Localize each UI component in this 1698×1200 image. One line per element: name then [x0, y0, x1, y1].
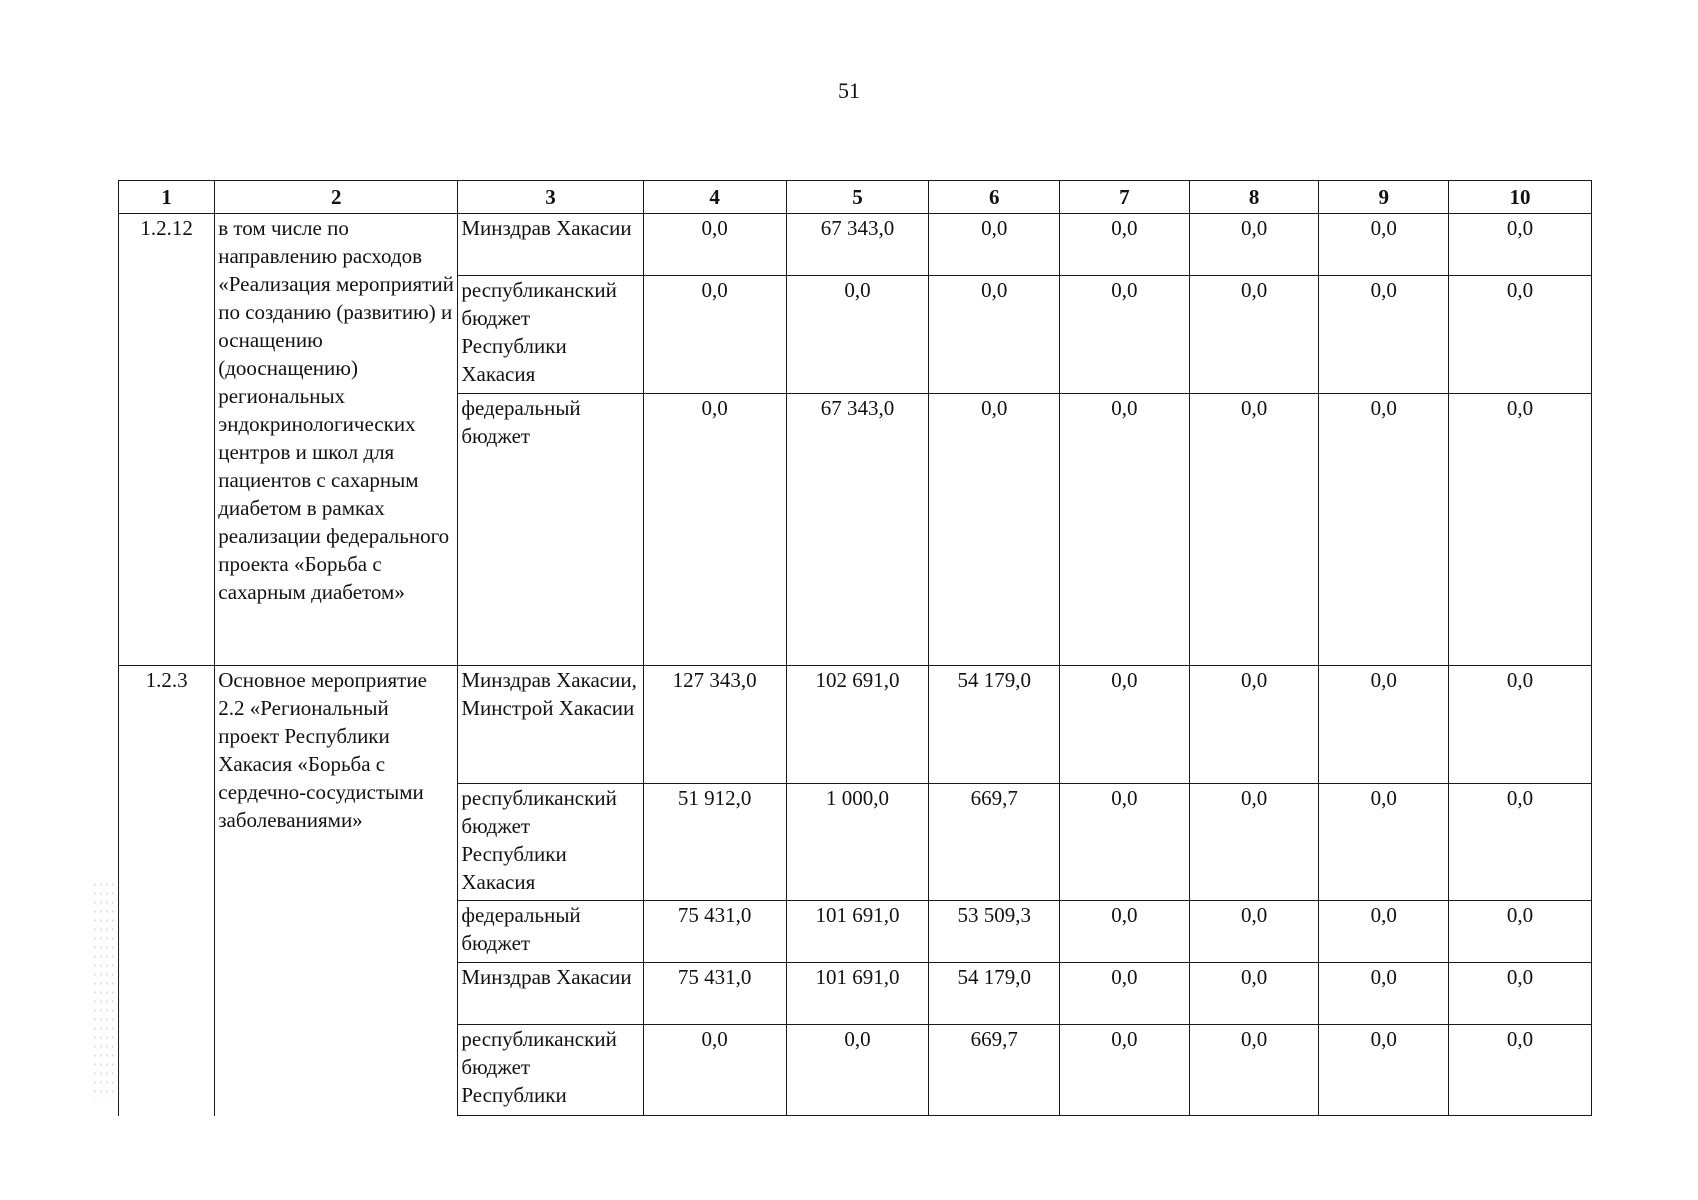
value-cell: 0,0: [1449, 784, 1592, 901]
value-cell: 0,0: [1319, 784, 1449, 901]
page-number: 51: [838, 78, 860, 103]
header-cell: 8: [1189, 181, 1319, 214]
value-cell: 0,0: [1449, 901, 1592, 963]
value-cell: 0,0: [1319, 276, 1449, 394]
funding-source: федеральный бюджет: [458, 394, 643, 666]
value-cell: 0,0: [1319, 1025, 1449, 1116]
value-cell: 0,0: [643, 394, 786, 666]
value-cell: 0,0: [1189, 963, 1319, 1025]
value-cell: 1 000,0: [786, 784, 929, 901]
value-cell: 0,0: [1319, 963, 1449, 1025]
row-description: Основное мероприятие 2.2 «Региональный проект Республики Хакасия «Борьба с сердечно-сосудистыми заболеваниями»: [215, 666, 458, 1116]
funding-source: республиканский бюджет Республики Хакасия: [458, 784, 643, 901]
scan-noise: [92, 880, 122, 1100]
value-cell: 51 912,0: [643, 784, 786, 901]
value-cell: 0,0: [1189, 1025, 1319, 1116]
value-cell: 0,0: [1189, 901, 1319, 963]
funding-source: Минздрав Хакасии, Минстрой Хакасии: [458, 666, 643, 784]
value-cell: 0,0: [1060, 963, 1190, 1025]
value-cell: 0,0: [1449, 276, 1592, 394]
value-cell: 0,0: [786, 1025, 929, 1116]
value-cell: 0,0: [1189, 276, 1319, 394]
value-cell: 0,0: [1319, 666, 1449, 784]
header-cell: 1: [119, 181, 215, 214]
funding-source: федеральный бюджет: [458, 901, 643, 963]
header-cell: 7: [1060, 181, 1190, 214]
value-cell: 0,0: [643, 1025, 786, 1116]
value-cell: 53 509,3: [929, 901, 1060, 963]
value-cell: 127 343,0: [643, 666, 786, 784]
value-cell: 0,0: [1189, 666, 1319, 784]
header-cell: 4: [643, 181, 786, 214]
value-cell: 0,0: [1449, 214, 1592, 276]
value-cell: 67 343,0: [786, 214, 929, 276]
value-cell: 67 343,0: [786, 394, 929, 666]
header-cell: 10: [1449, 181, 1592, 214]
value-cell: 0,0: [1449, 666, 1592, 784]
value-cell: 0,0: [1060, 666, 1190, 784]
header-cell: 9: [1319, 181, 1449, 214]
value-cell: 0,0: [643, 214, 786, 276]
value-cell: 75 431,0: [643, 901, 786, 963]
table-row: [119, 214, 1592, 276]
value-cell: 0,0: [1189, 394, 1319, 666]
value-cell: 669,7: [929, 784, 1060, 901]
value-cell: 669,7: [929, 1025, 1060, 1116]
value-cell: 101 691,0: [786, 963, 929, 1025]
funding-source: Минздрав Хакасии: [458, 963, 643, 1025]
funding-source: Минздрав Хакасии: [458, 214, 643, 276]
value-cell: 0,0: [929, 214, 1060, 276]
row-code: 1.2.3: [119, 666, 215, 1116]
value-cell: 0,0: [1449, 1025, 1592, 1116]
value-cell: 0,0: [1189, 214, 1319, 276]
header-cell: 3: [458, 181, 643, 214]
header-cell: 5: [786, 181, 929, 214]
value-cell: 0,0: [1319, 214, 1449, 276]
value-cell: 0,0: [1449, 963, 1592, 1025]
value-cell: 75 431,0: [643, 963, 786, 1025]
value-cell: 0,0: [929, 394, 1060, 666]
budget-table: [118, 180, 1592, 1116]
value-cell: 0,0: [1060, 1025, 1190, 1116]
value-cell: 0,0: [1060, 214, 1190, 276]
value-cell: 0,0: [1449, 394, 1592, 666]
value-cell: 101 691,0: [786, 901, 929, 963]
value-cell: 0,0: [1189, 784, 1319, 901]
header-row: [119, 181, 1592, 214]
value-cell: 102 691,0: [786, 666, 929, 784]
header-cell: 6: [929, 181, 1060, 214]
header-cell: 2: [215, 181, 458, 214]
value-cell: 0,0: [643, 276, 786, 394]
row-description: в том числе по направлению расходов «Реализация мероприятий по созданию (развитию) и оснащению (дооснащению) региональных эндокринологических центров и школ для пациентов с сахарным диабетом в рамках реализации федерального проекта «Борьба с сахарным диабетом»: [215, 214, 458, 666]
value-cell: 0,0: [1319, 394, 1449, 666]
value-cell: 0,0: [1060, 276, 1190, 394]
table-row: [119, 666, 1592, 784]
value-cell: 0,0: [1060, 394, 1190, 666]
value-cell: 0,0: [786, 276, 929, 394]
value-cell: 54 179,0: [929, 963, 1060, 1025]
value-cell: 0,0: [1060, 901, 1190, 963]
funding-source: республиканский бюджет Республики: [458, 1025, 643, 1116]
row-code: 1.2.12: [119, 214, 215, 666]
funding-source: республиканский бюджет Республики Хакасия: [458, 276, 643, 394]
value-cell: 54 179,0: [929, 666, 1060, 784]
value-cell: 0,0: [929, 276, 1060, 394]
value-cell: 0,0: [1319, 901, 1449, 963]
value-cell: 0,0: [1060, 784, 1190, 901]
